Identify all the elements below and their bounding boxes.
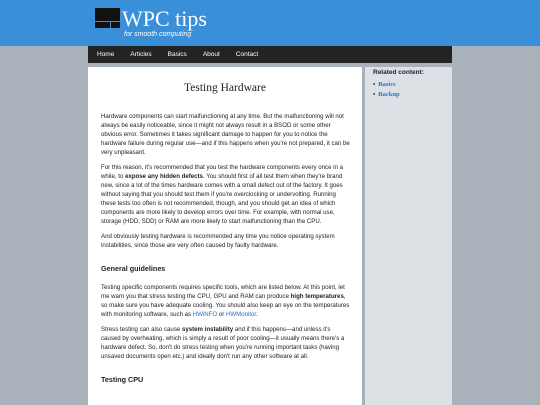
bold-text: expose any hidden defects [125, 173, 203, 180]
sidebar-heading: Related content: [373, 69, 424, 76]
text-segment: For this reason, it's recommended that you test the hardware components every once in a while, to [101, 164, 343, 180]
nav-basics[interactable]: Basics [167, 51, 187, 58]
related-list [373, 81, 452, 98]
main-nav [88, 46, 452, 63]
site-title: WPC tips [122, 6, 207, 31]
related-item-basics[interactable] [373, 81, 452, 88]
site-header [0, 0, 540, 46]
bold-text: system instability [181, 326, 234, 333]
site-tagline: for smooth computing [124, 31, 192, 38]
paragraph-tools [88, 283, 362, 319]
bullet-icon: • [373, 81, 376, 88]
related-item-backup[interactable] [373, 91, 452, 98]
site-logo[interactable] [95, 6, 220, 42]
text-segment: Stress testing can also cause [101, 326, 182, 333]
text-segment: or [217, 311, 226, 318]
link-hwinfo[interactable]: HWiNFO [192, 311, 218, 318]
text-segment: and if this happens—and unless it's caused by overheating, which is simply a result of poor cooling—it usually means there's a hardware defect. So, don't do stress testing when you're running important tasks (having unsaved documents open etc.) and ideally don't run any other software at all. [101, 326, 345, 360]
link-hwmonitor[interactable]: HWMonitor [225, 311, 257, 318]
article-content [88, 67, 362, 405]
paragraph-stress [88, 325, 362, 361]
nav-articles[interactable]: Articles [130, 51, 152, 58]
nav-about[interactable]: About [202, 51, 220, 58]
paragraph-reason [88, 163, 362, 226]
paragraph-intro: Hardware components can start malfunctioning at any time. But the malfunctioning will not always be easily noticeable, since it might not always result in a BSOD or some other obvious error. Sometimes it takes significant damage to happen for you to notice the hardware failure during regular use—and if this happens when you're not prepared, it can be very unpleasant. [101, 113, 350, 156]
related-link[interactable]: Backup [378, 91, 400, 98]
sidebar [365, 67, 452, 405]
nav-home[interactable]: Home [97, 51, 115, 58]
related-link[interactable]: Basics [378, 81, 396, 88]
nav-contact[interactable]: Contact [235, 51, 259, 58]
article-title: Testing Hardware [184, 82, 266, 94]
bold-text: high temperatures [290, 293, 344, 300]
text-segment: Testing specific components requires specific tools, which are listed below. At this point, let me warn you that stress testing the CPU, GPU and RAM can produce [101, 284, 345, 300]
heading-testing-cpu: Testing CPU [101, 375, 144, 384]
text-segment: . [256, 311, 258, 318]
paragraph-instabilities: And obviously testing hardware is recommended any time you notice operating system instabilities, since those are very often caused by faulty hardware. [101, 233, 335, 249]
text-segment: . You should first of all test them when they're brand new, since a lot of the times hardware comes with a small defect out of the factory. It goes without saying that you should test them if you're overclocking or undervolting. Running these tests too often is not recommended, though, and you should get an idea of which components are more likely to develop errors over time. For example, with normal use, storage (HDD, SDD) or RAM are more likely to start malfunctioning than the CPU. [101, 173, 343, 225]
heading-general-guidelines: General guidelines [101, 264, 166, 273]
text-segment: , so make sure you have adequate cooling. You should also keep an eye on the temperatures with monitoring software, such as [101, 293, 350, 318]
bullet-icon: • [373, 91, 376, 98]
logo-windows-icon [95, 8, 120, 28]
